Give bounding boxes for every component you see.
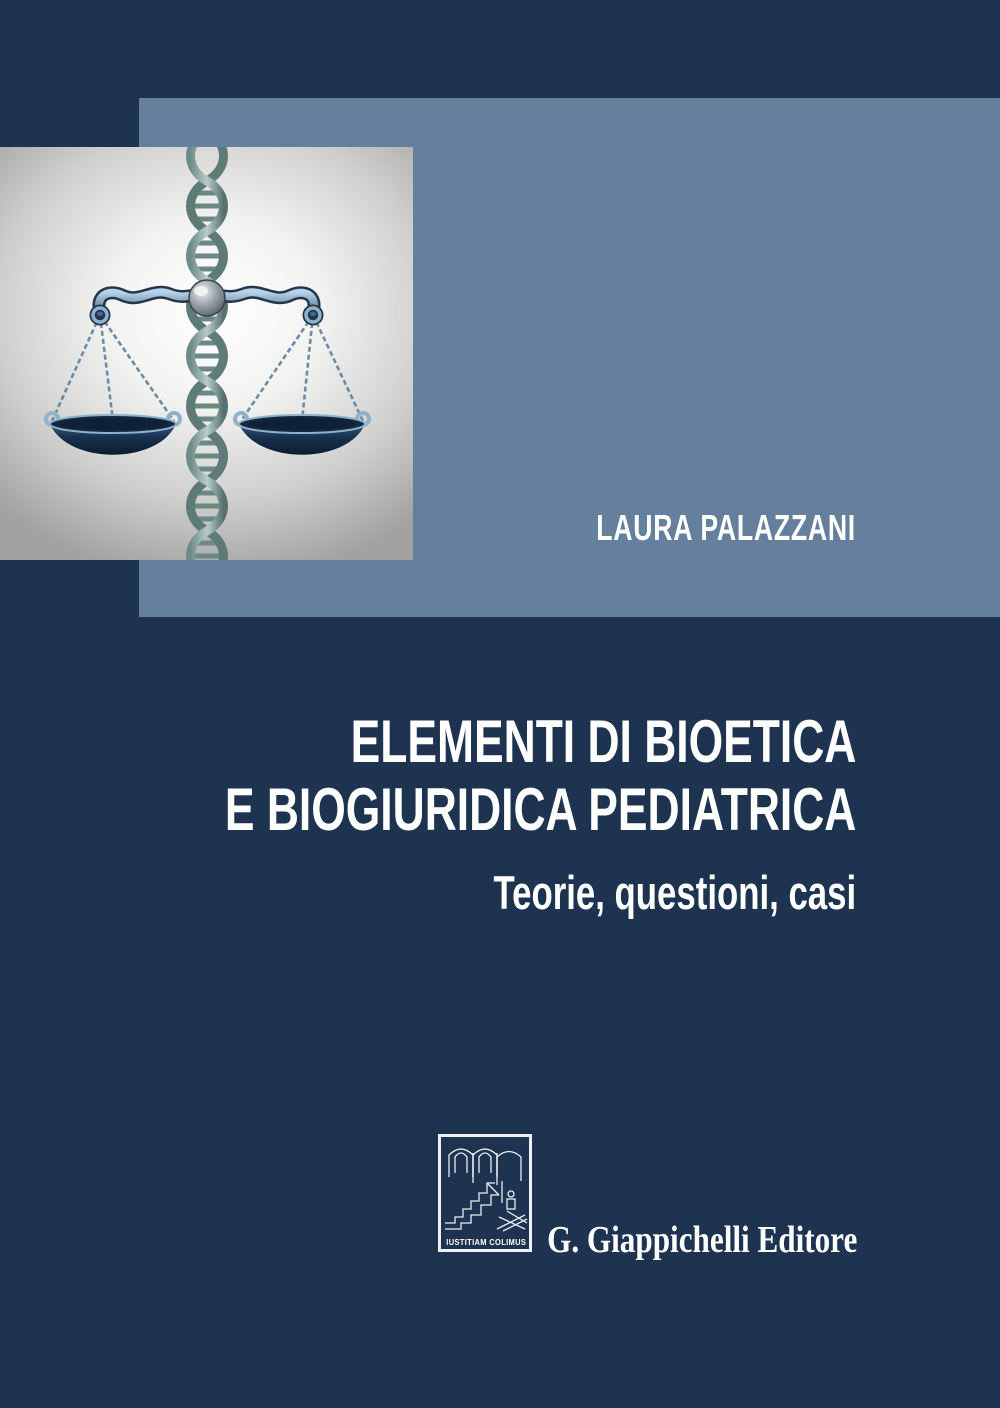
dna-helix [187,147,227,560]
scales-of-justice-dna-helix-illustration [0,147,413,560]
title-block [3,708,856,920]
author-name-text: LAURA PALAZZANI [596,507,856,548]
beam-center-sphere [189,280,225,316]
cover-artwork [0,147,413,560]
author-name [505,508,856,548]
subtitle: Teorie, questioni, casi [493,866,856,919]
title-line-2: E BIOGIURIDICA PEDIATRICA [224,776,856,843]
title-line-1: ELEMENTI DI BIOETICA [350,708,856,775]
left-pan [50,415,176,455]
publisher-name: G. Giappichelli Editore [546,1219,857,1261]
right-pan [239,415,365,455]
publisher-motto: IUSTITIAM COLIMUS [446,1237,527,1247]
